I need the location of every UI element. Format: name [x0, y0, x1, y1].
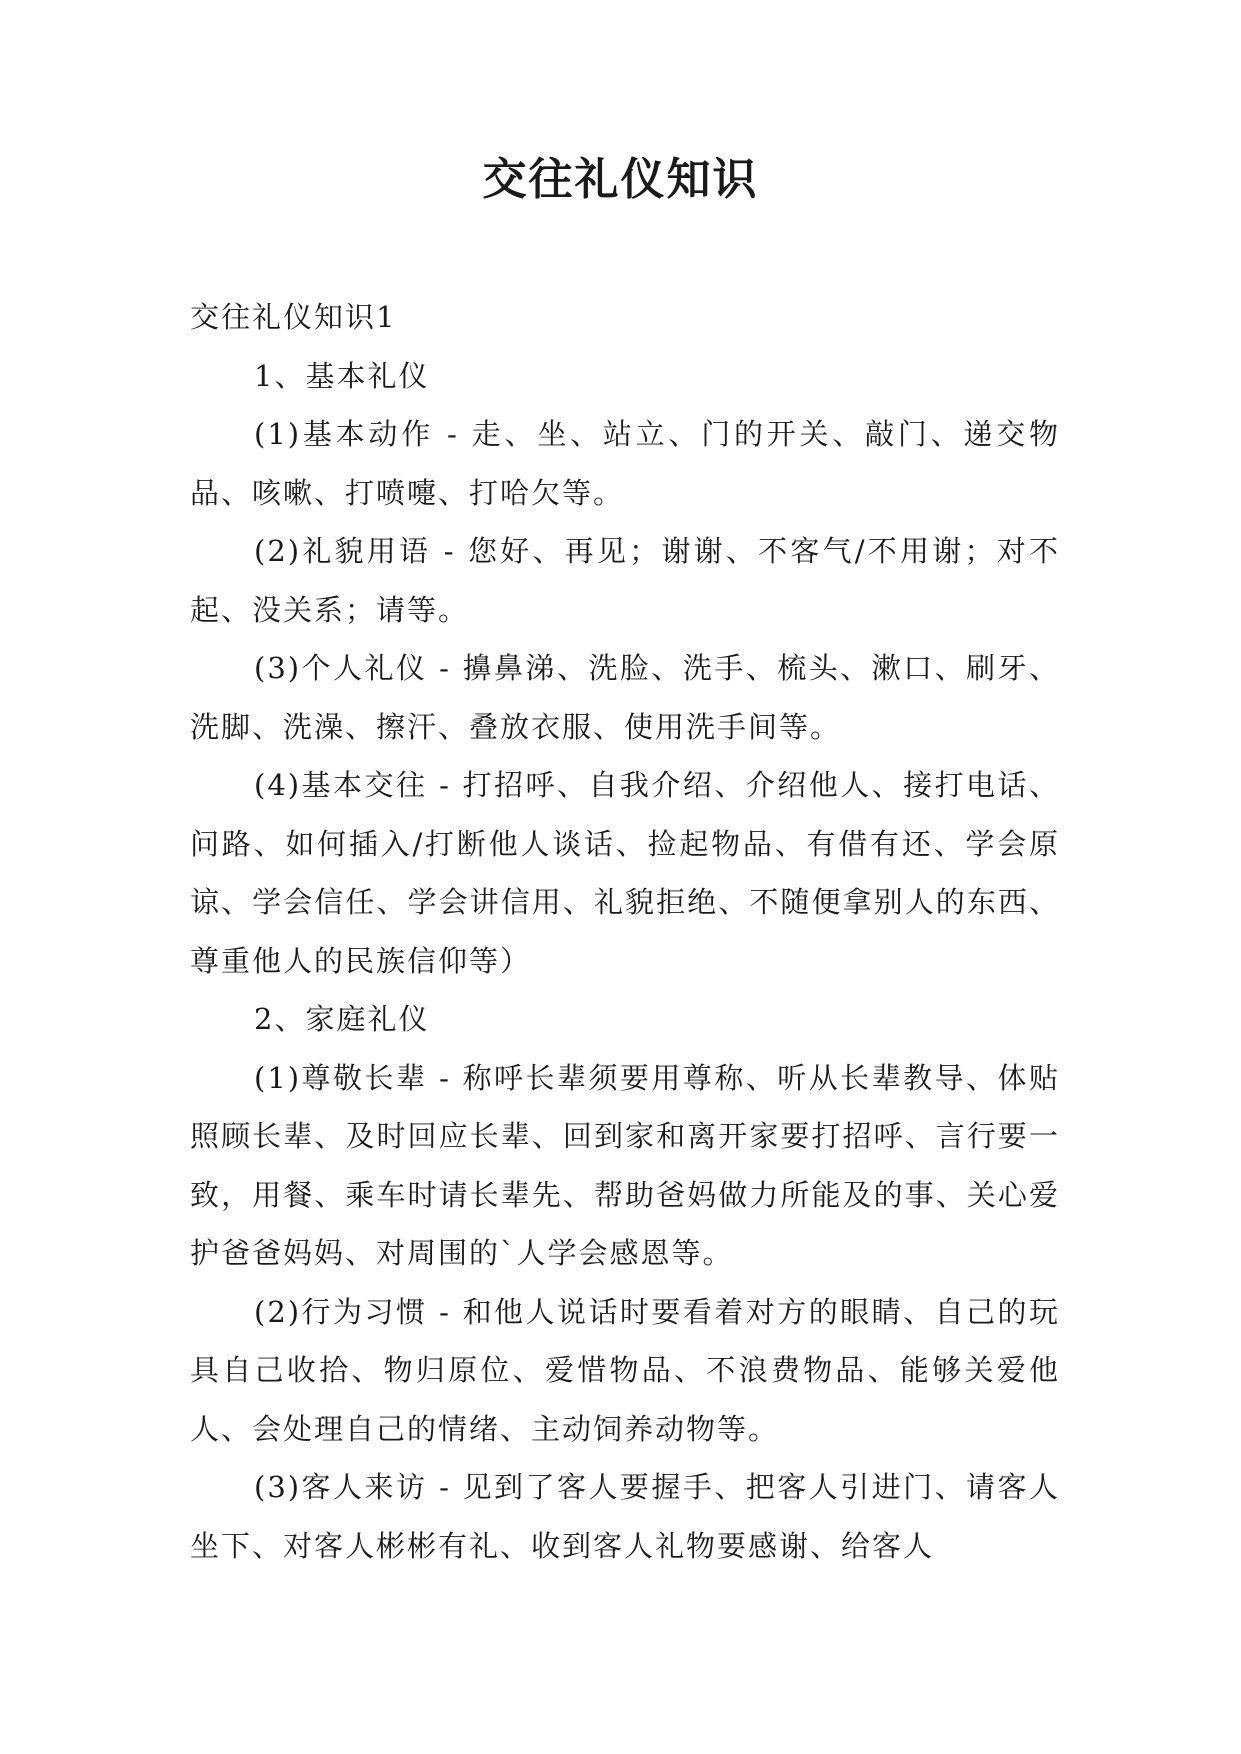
body-paragraph: (3)个人礼仪 - 擤鼻涕、洗脸、洗手、梳头、漱口、刷牙、洗脚、洗澡、擦汗、叠放衣服、使用洗手间等。 [190, 651, 1060, 744]
body-paragraph: (2)礼貌用语 - 您好、再见；谢谢、不客气/不用谢；对不起、没关系；请等。 [190, 534, 1060, 627]
section-heading: 交往礼仪知识1 [190, 300, 397, 334]
body-paragraph: (4)基本交往 - 打招呼、自我介绍、介绍他人、接打电话、问路、如何插入/打断他人谈话、捡起物品、有借有还、学会原谅、学会信任、学会讲信用、礼貌拒绝、不随便拿别人的东西、尊重他人的民族信仰等） [190, 768, 1060, 978]
body-paragraph: (2)行为习惯 - 和他人说话时要看着对方的眼睛、自己的玩具自己收拾、物归原位、爱惜物品、不浪费物品、能够关爱他人、会处理自己的情绪、主动饲养动物等。 [190, 1294, 1060, 1446]
body-paragraph: (1)尊敬长辈 - 称呼长辈须要用尊称、听从长辈教导、体贴照顾长辈、及时回应长辈、回到家和离开家要打招呼、言行要一致，用餐、乘车时请长辈先、帮助爸妈做力所能及的事、关心爱护爸爸妈妈、对周围的`人学会感恩等。 [190, 1060, 1060, 1270]
document-title: 交往礼仪知识 [482, 154, 759, 205]
subsection-heading: 2、家庭礼仪 [254, 1002, 430, 1036]
body-paragraph: (1)基本动作 - 走、坐、站立、门的开关、敲门、递交物品、咳嗽、打喷嚏、打哈欠等。 [190, 417, 1060, 510]
body-paragraph: (3)客人来访 - 见到了客人要握手、把客人引进门、请客人坐下、对客人彬彬有礼、收到客人礼物要感谢、给客人 [190, 1470, 1060, 1563]
subsection-heading: 1、基本礼仪 [254, 358, 430, 393]
document-body [190, 288, 1060, 1575]
